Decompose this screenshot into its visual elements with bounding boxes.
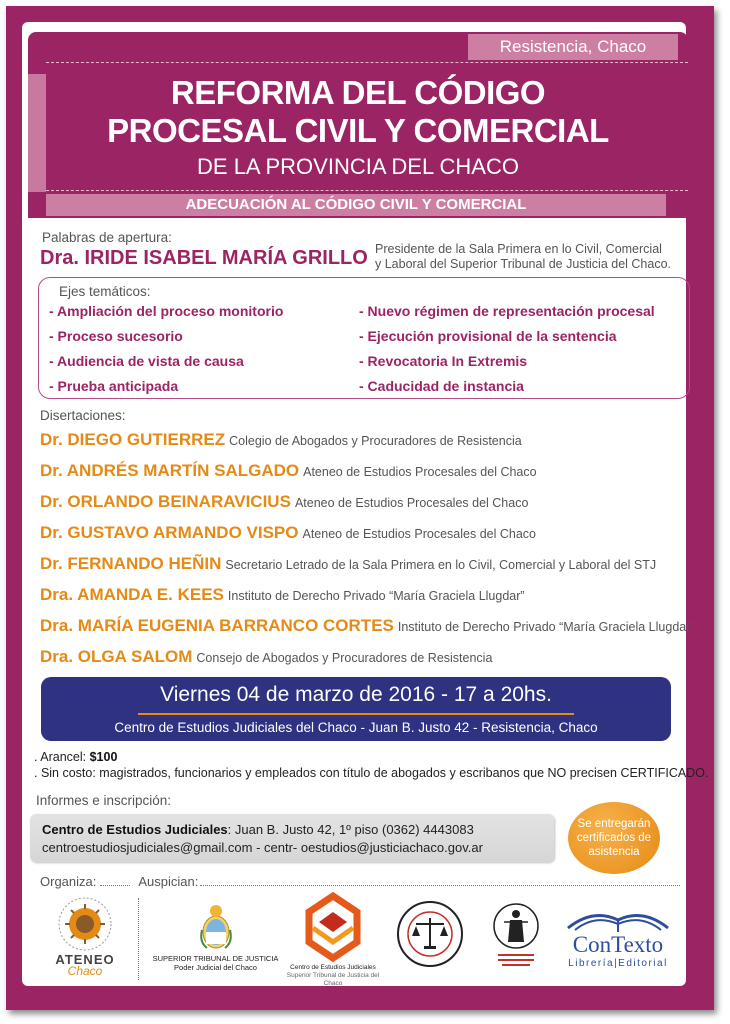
vertical-dotted-separator xyxy=(138,898,139,980)
contexto-logo xyxy=(553,906,683,969)
info-address-line xyxy=(42,822,474,837)
title-line-3: DE LA PROVINCIA DEL CHACO xyxy=(197,154,519,179)
sponsors-header xyxy=(40,874,198,889)
cej-caption-1: Centro de Estudios Judiciales xyxy=(290,964,376,971)
speaker-name: Dr. ORLANDO BEINARAVICIUS xyxy=(40,492,291,511)
organiza-label: Organiza: xyxy=(40,874,97,889)
dotted-separator xyxy=(100,885,130,886)
event-venue: Centro de Estudios Judiciales del Chaco - Juan B. Justo 42 - Resistencia, Chaco xyxy=(114,720,598,735)
opening-desc-line-2: y Laboral del Superior Tribunal de Justicia del Chaco. xyxy=(375,257,672,271)
speaker-name: Dra. OLGA SALOM xyxy=(40,647,193,666)
justice-figure-icon xyxy=(490,892,542,974)
speaker-name: Dra. MARÍA EUGENIA BARRANCO CORTES xyxy=(40,616,394,635)
speaker-institution: Ateneo de Estudios Procesales del Chaco xyxy=(294,496,529,510)
open-book-icon xyxy=(563,906,673,932)
speaker-row xyxy=(40,461,537,481)
speaker-institution: Instituto de Derecho Privado “María Graciela Llugdar” xyxy=(227,589,525,603)
ateneo-sub: Chaco xyxy=(67,964,103,978)
speaker-institution: Colegio de Abogados y Procuradores de Resistencia xyxy=(229,434,522,448)
speaker-row xyxy=(40,430,522,450)
theme-item: - Proceso sucesorio xyxy=(49,328,183,344)
themes-box xyxy=(38,277,690,399)
colegio-abogados-logo xyxy=(395,900,465,968)
info-box xyxy=(30,814,554,862)
speaker-row xyxy=(40,585,525,605)
speaker-institution: Ateneo de Estudios Procesales del Chaco xyxy=(303,465,537,479)
contexto-name: ConTexto xyxy=(572,932,664,957)
themes-label: Ejes temáticos: xyxy=(59,284,151,299)
coat-of-arms-icon xyxy=(199,902,233,954)
ateneo-logo xyxy=(40,896,130,978)
info-org: Centro de Estudios Judiciales xyxy=(42,822,228,837)
badge-line-2: certificados de xyxy=(576,832,652,844)
speaker-institution: Instituto de Derecho Privado “María Graciela Llugdar” xyxy=(397,620,695,634)
consejo-abogados-logo xyxy=(486,892,546,974)
theme-item: - Nuevo régimen de representación procesal xyxy=(359,303,655,319)
contexto-sub: Librería|Editorial xyxy=(568,958,668,969)
dotted-separator xyxy=(200,885,680,886)
date-underline xyxy=(138,713,574,715)
speaker-name: Dra. AMANDA E. KEES xyxy=(40,585,224,604)
speaker-institution: Secretario Letrado de la Sala Primera en lo Civil, Comercial y Laboral del STJ xyxy=(225,558,657,572)
cej-logo xyxy=(284,892,382,988)
badge-line-1: Se entregarán xyxy=(577,818,651,830)
speaker-row xyxy=(40,616,695,636)
speaker-institution: Ateneo de Estudios Procesales del Chaco xyxy=(302,527,536,541)
opening-desc-line-1: Presidente de la Sala Primera en lo Civil, Comercial xyxy=(375,242,662,256)
stj-caption-2: Poder Judicial del Chaco xyxy=(174,963,257,972)
info-label: Informes e inscripción: xyxy=(36,793,172,808)
auspician-label: Auspician: xyxy=(138,874,199,889)
certificate-badge xyxy=(568,802,660,874)
opening-label: Palabras de apertura: xyxy=(42,230,172,245)
subtitle-bar: ADECUACIÓN AL CÓDIGO CIVIL Y COMERCIAL xyxy=(46,194,666,216)
stj-caption-1: SUPERIOR TRIBUNAL DE JUSTICIA xyxy=(152,954,279,963)
dissertations-label: Disertaciones: xyxy=(40,408,126,423)
opening-speaker-name: Dra. IRIDE ISABEL MARÍA GRILLO xyxy=(40,247,368,269)
info-address: : Juan B. Justo 42, 1º piso (0362) 4443083 xyxy=(227,822,474,837)
fee-value: $100 xyxy=(89,750,118,764)
scales-of-justice-icon xyxy=(396,900,464,968)
theme-item: - Audiencia de vista de causa xyxy=(49,353,244,369)
ateneo-caption: ATENEO xyxy=(55,952,115,967)
speaker-institution: Consejo de Abogados y Procuradores de Resistencia xyxy=(196,651,493,665)
event-date: Viernes 04 de marzo de 2016 - 17 a 20hs. xyxy=(160,683,552,706)
speaker-row xyxy=(40,492,528,512)
speaker-row xyxy=(40,523,536,543)
location-tag: Resistencia, Chaco xyxy=(468,34,678,60)
theme-item: - Revocatoria In Extremis xyxy=(359,353,528,369)
header-dashed-line-bottom xyxy=(46,190,688,191)
badge-line-3: asistencia xyxy=(588,846,640,858)
free-admission-line: . Sin costo: magistrados, funcionarios y empleados con título de abogados y escribanos que NO precisen CERTIFICADO. xyxy=(34,766,709,780)
stj-logo xyxy=(148,902,283,972)
theme-item: - Ejecución provisional de la sentencia xyxy=(359,328,617,344)
speaker-name: Dr. GUSTAVO ARMANDO VISPO xyxy=(40,523,299,542)
event-date-box xyxy=(41,677,671,741)
speaker-row xyxy=(40,647,492,667)
fee-line xyxy=(34,750,117,764)
title-line-2: PROCESAL CIVIL Y COMERCIAL xyxy=(107,112,609,149)
cej-emblem-icon xyxy=(303,892,363,964)
theme-item: - Caducidad de instancia xyxy=(359,378,524,394)
theme-item: - Ampliación del proceso monitorio xyxy=(49,303,284,319)
fee-label: . Arancel: xyxy=(34,750,87,764)
header-dashed-line-top xyxy=(46,62,688,63)
opening-speaker-description xyxy=(375,242,695,272)
speaker-name: Dr. DIEGO GUTIERREZ xyxy=(40,430,226,449)
title-line-1: REFORMA DEL CÓDIGO xyxy=(170,74,546,111)
info-emails: centroestudiosjudiciales@gmail.com - centr- oestudios@justiciachaco.gov.ar xyxy=(42,840,483,855)
ateneo-sun-icon xyxy=(57,896,113,952)
cej-caption-2: Superior Tribunal de Justicia del Chaco xyxy=(286,972,380,987)
speaker-name: Dr. FERNANDO HEÑIN xyxy=(40,554,222,573)
theme-item: - Prueba anticipada xyxy=(49,378,179,394)
speaker-row xyxy=(40,554,656,574)
speaker-name: Dr. ANDRÉS MARTÍN SALGADO xyxy=(40,461,300,480)
poster-header xyxy=(28,32,688,218)
